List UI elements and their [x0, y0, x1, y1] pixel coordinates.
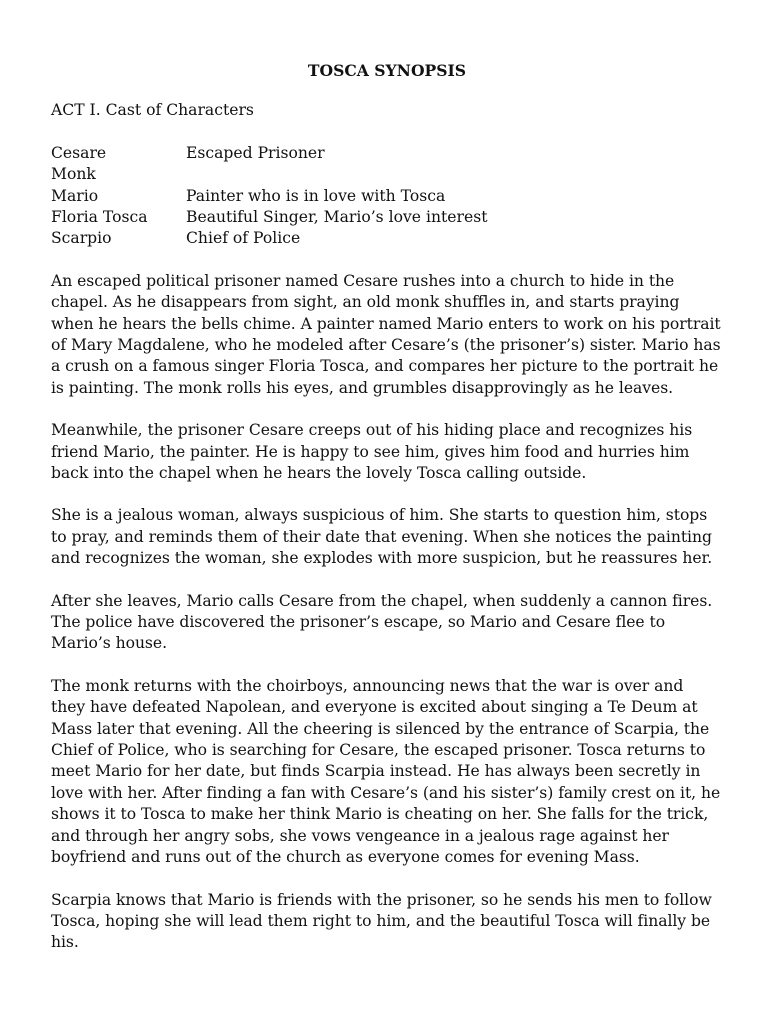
cast-name: Floria Tosca — [51, 207, 148, 226]
synopsis-paragraph: She is a jealous woman, always suspicious of him. She starts to question him, stops to pray, and reminds them of their date that evening. When she notices the painting and recognizes the woman, she explodes with more suspicion, but he reassures her. — [51, 506, 713, 568]
cast-name: Cesare — [51, 143, 107, 162]
cast-row — [51, 143, 721, 164]
cast-row — [51, 186, 721, 207]
cast-row — [51, 207, 721, 228]
cast-name: Mario — [51, 186, 99, 205]
act-heading: ACT I. Cast of Characters — [51, 101, 254, 120]
document-page — [51, 60, 721, 975]
cast-role: Beautiful Singer, Mario’s love interest — [186, 207, 488, 226]
synopsis-paragraph: An escaped political prisoner named Cesare rushes into a church to hide in the chapel. As he disappears from sight, an old monk shuffles in, and starts praying when he hears the bells chime. A painter named Mario enters to work on his portrait of Mary Magdalene, who he modeled after Cesare’s (the prisoner’s) sister. Mario has a crush on a famous singer Floria Tosca, and compares her picture to the portrait he is painting. The monk rolls his eyes, and grumbles disapprovingly as he leaves. — [51, 271, 721, 397]
cast-role — [186, 164, 721, 185]
cast-role: Painter who is in love with Tosca — [186, 186, 446, 205]
cast-name: Scarpio — [51, 229, 112, 248]
cast-role: Chief of Police — [186, 229, 301, 248]
synopsis-paragraph: The monk returns with the choirboys, announcing news that the war is over and they have defeated Napolean, and everyone is excited about singing a Te Deum at Mass later that evening. All the cheering is silenced by the entrance of Scarpia, the Chief of Police, who is searching for Cesare, the escaped prisoner. Tosca returns to meet Mario for her date, but finds Scarpia instead. He has always been secretly in love with her. After finding a fan with Cesare’s (and his sister’s) family crest on it, he shows it to Tosca to make her think Mario is cheating on her. She falls for the trick, and through her angry sobs, she vows vengeance in a jealous rage against her boyfriend and runs out of the church as everyone comes for evening Mass. — [51, 676, 721, 867]
cast-role: Escaped Prisoner — [186, 143, 325, 162]
synopsis-paragraph: Scarpia knows that Mario is friends with the prisoner, so he sends his men to follow Tosca, hoping she will lead them right to him, and the beautiful Tosca will finally be his. — [51, 890, 712, 952]
document-title: TOSCA SYNOPSIS — [307, 61, 467, 80]
cast-list — [51, 143, 721, 250]
cast-row — [51, 228, 721, 249]
cast-name: Monk — [51, 165, 96, 184]
synopsis-paragraph: Meanwhile, the prisoner Cesare creeps out of his hiding place and recognizes his friend Mario, the painter. He is happy to see him, gives him food and hurries him back into the chapel when he hears the lovely Tosca calling outside. — [51, 421, 693, 483]
cast-row — [51, 164, 721, 185]
synopsis-paragraph: After she leaves, Mario calls Cesare from the chapel, when suddenly a cannon fires. The police have discovered the prisoner’s escape, so Mario and Cesare flee to Mario’s house. — [51, 591, 713, 653]
